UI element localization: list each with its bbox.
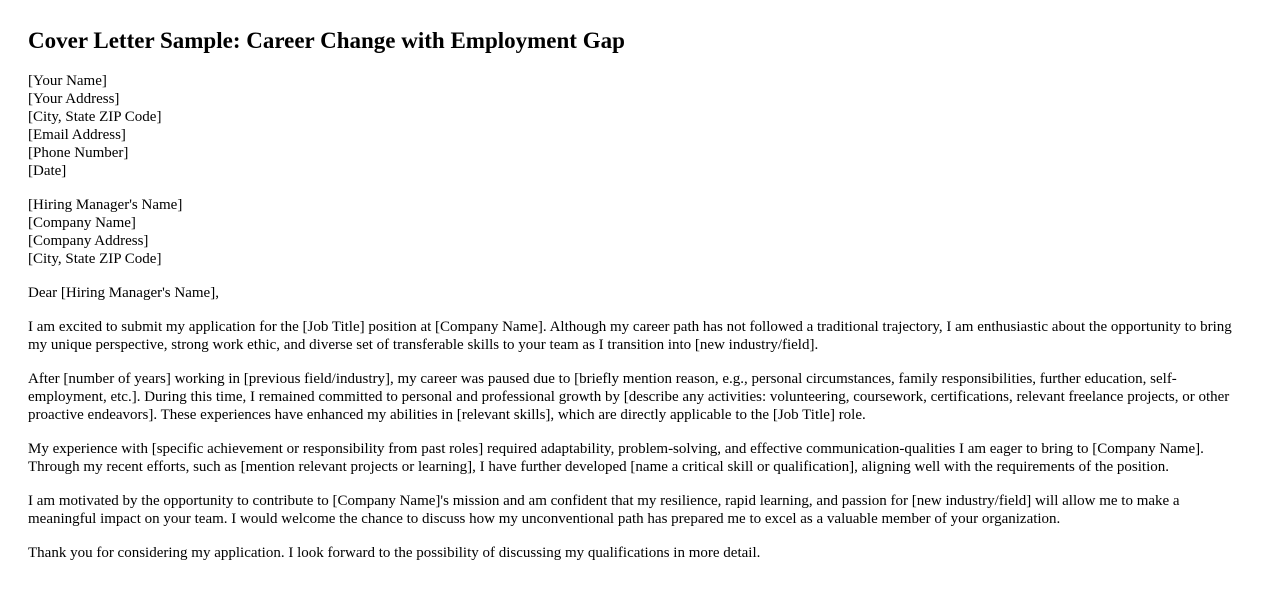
body-paragraph-experience: My experience with [specific achievement or responsibility from past roles] required adaptability, problem-solving, and effective communication-qualities I am eager to bring to [Company Name]. Through my recent efforts, such as [mention relevant projects or learning], I have further developed [name a critical skill or qualification], aligning well with the requirements of the position. — [28, 441, 1204, 475]
sender-name: [Your Name] — [28, 73, 107, 89]
recipient-company-name: [Company Name] — [28, 215, 136, 231]
sender-city-state-zip: [City, State ZIP Code] — [28, 109, 162, 125]
recipient-company-address: [Company Address] — [28, 233, 149, 249]
sender-address: [Your Address] — [28, 91, 120, 107]
body-paragraph-motivation: I am motivated by the opportunity to contribute to [Company Name]'s mission and am confident that my resilience, rapid learning, and passion for [new industry/field] will allow me to make a meaningful impact on your team. I would welcome the chance to discuss how my unconventional path has prepared me to excel as a valuable member of your organization. — [28, 493, 1180, 527]
recipient-manager-name: [Hiring Manager's Name] — [28, 197, 183, 213]
page-title: Cover Letter Sample: Career Change with Employment Gap — [28, 28, 625, 53]
body-paragraph-intro: I am excited to submit my application for the [Job Title] position at [Company Name]. Although my career path has not followed a traditional trajectory, I am enthusiastic about the opportunity to bring my unique perspective, strong work ethic, and diverse set of transferable skills to your team as I transition into [new industry/field]. — [28, 319, 1232, 353]
letter-date: [Date] — [28, 163, 67, 179]
recipient-city-state-zip: [City, State ZIP Code] — [28, 251, 162, 267]
salutation: Dear [Hiring Manager's Name], — [28, 285, 219, 301]
recipient-block — [28, 196, 1250, 268]
sender-email: [Email Address] — [28, 127, 126, 143]
body-paragraph-closing: Thank you for considering my application. I look forward to the possibility of discussing my qualifications in more detail. — [28, 545, 761, 561]
body-paragraph-gap: After [number of years] working in [previous field/industry], my career was paused due to [briefly mention reason, e.g., personal circumstances, family responsibilities, further education, self-employment, etc.]. During this time, I remained committed to personal and professional growth by [describe any activities: volunteering, coursework, certifications, relevant freelance projects, or other proactive endeavors]. These experiences have enhanced my abilities in [relevant skills], which are directly applicable to the [Job Title] role. — [28, 371, 1230, 423]
sender-phone: [Phone Number] — [28, 145, 129, 161]
sender-block — [28, 72, 1250, 180]
